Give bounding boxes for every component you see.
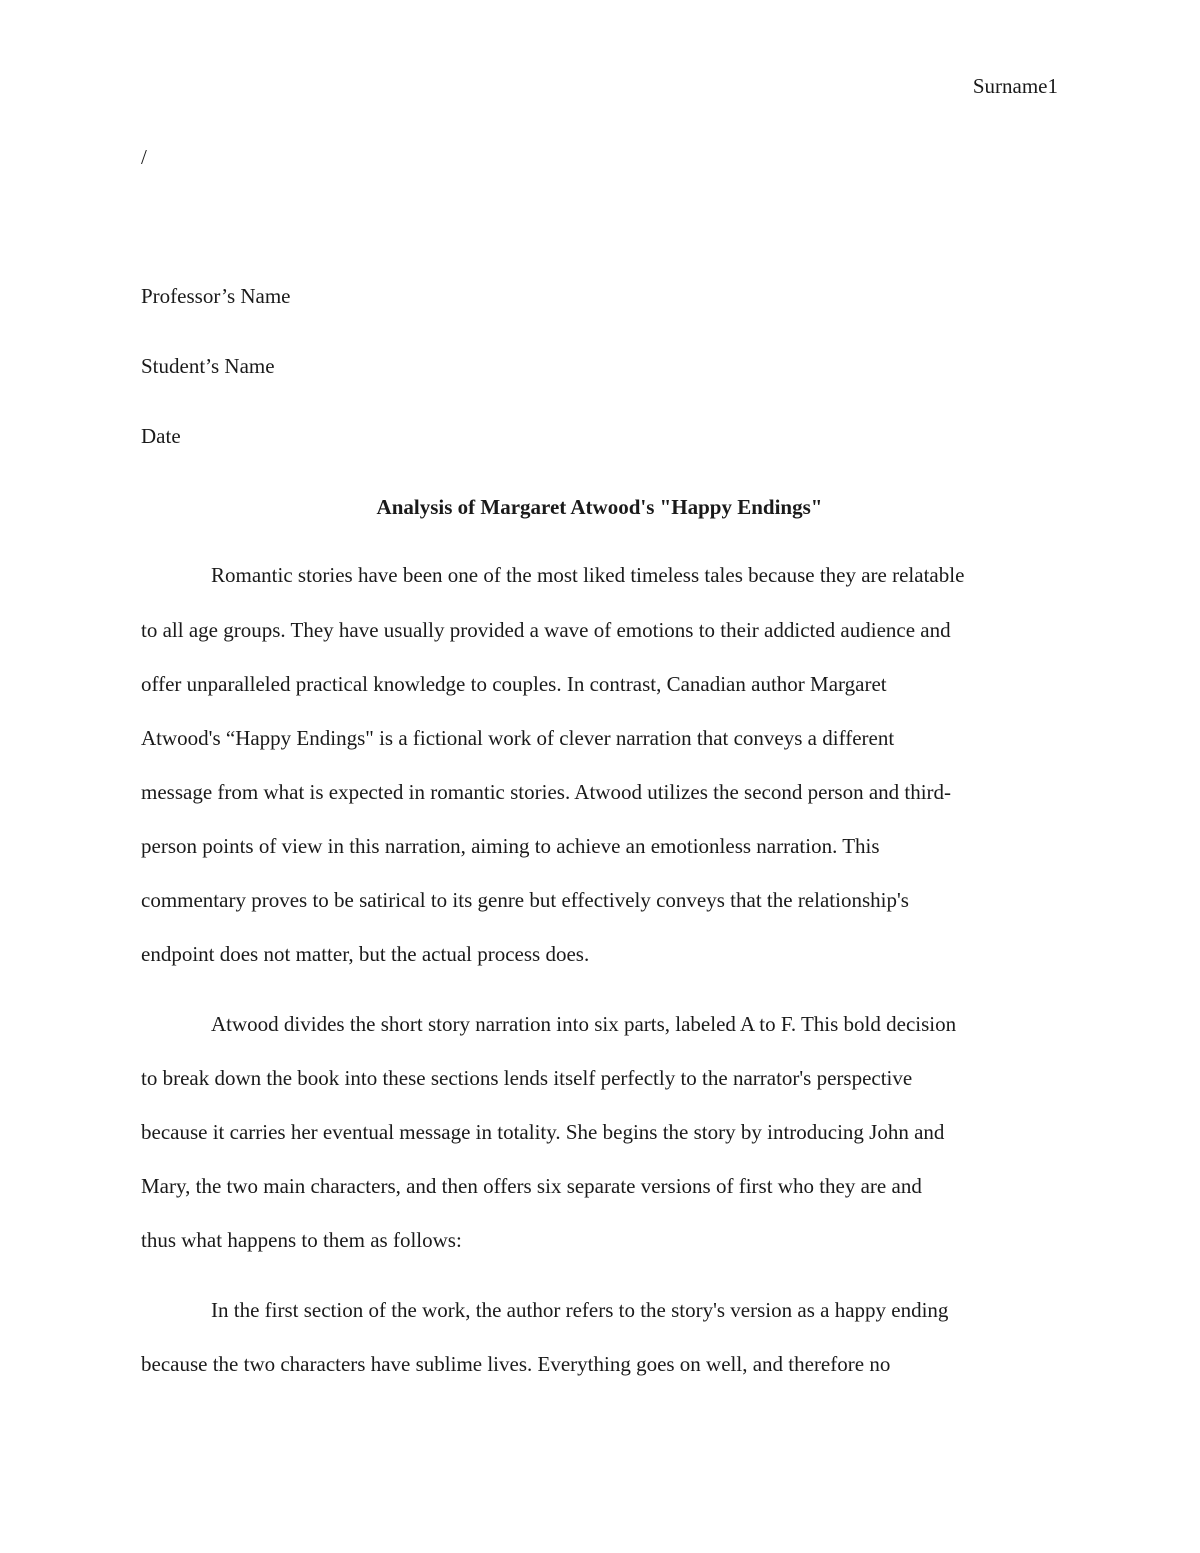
paragraph-line: Atwood divides the short story narration into six parts, labeled A to F. This bold decision [211,1012,957,1036]
paragraph-line: to break down the book into these sections lends itself perfectly to the narrator's perspective [141,1066,913,1090]
paragraph-line: because the two characters have sublime lives. Everything goes on well, and therefore no [141,1352,891,1376]
top-mark: / [141,145,147,169]
paragraph-line: to all age groups. They have usually provided a wave of emotions to their addicted audience and [141,618,951,642]
paragraph-line: message from what is expected in romantic stories. Atwood utilizes the second person and third- [141,780,952,804]
paragraph-line: Atwood's “Happy Endings" is a fictional work of clever narration that conveys a different [141,726,895,750]
running-head: Surname1 [972,74,1058,98]
professor-name: Professor’s Name [141,284,291,308]
date-line: Date [141,424,181,448]
paragraph-line: endpoint does not matter, but the actual process does. [141,942,590,966]
paragraph-line: Romantic stories have been one of the most liked timeless tales because they are relatable [211,563,965,587]
paragraph-line: commentary proves to be satirical to its genre but effectively conveys that the relationship's [141,888,909,912]
paragraph-line: Mary, the two main characters, and then offers six separate versions of first who they are and [141,1174,922,1198]
paper-title: Analysis of Margaret Atwood's "Happy Endings" [376,495,823,519]
paragraph-line: because it carries her eventual message in totality. She begins the story by introducing John and [141,1120,945,1144]
paragraph-line: thus what happens to them as follows: [141,1228,462,1252]
paragraph-line: offer unparalleled practical knowledge to couples. In contrast, Canadian author Margaret [141,672,887,696]
student-name: Student’s Name [141,354,275,378]
paragraph-line: person points of view in this narration, aiming to achieve an emotionless narration. This [141,834,880,858]
paragraph-line: In the first section of the work, the author refers to the story's version as a happy ending [211,1298,949,1322]
